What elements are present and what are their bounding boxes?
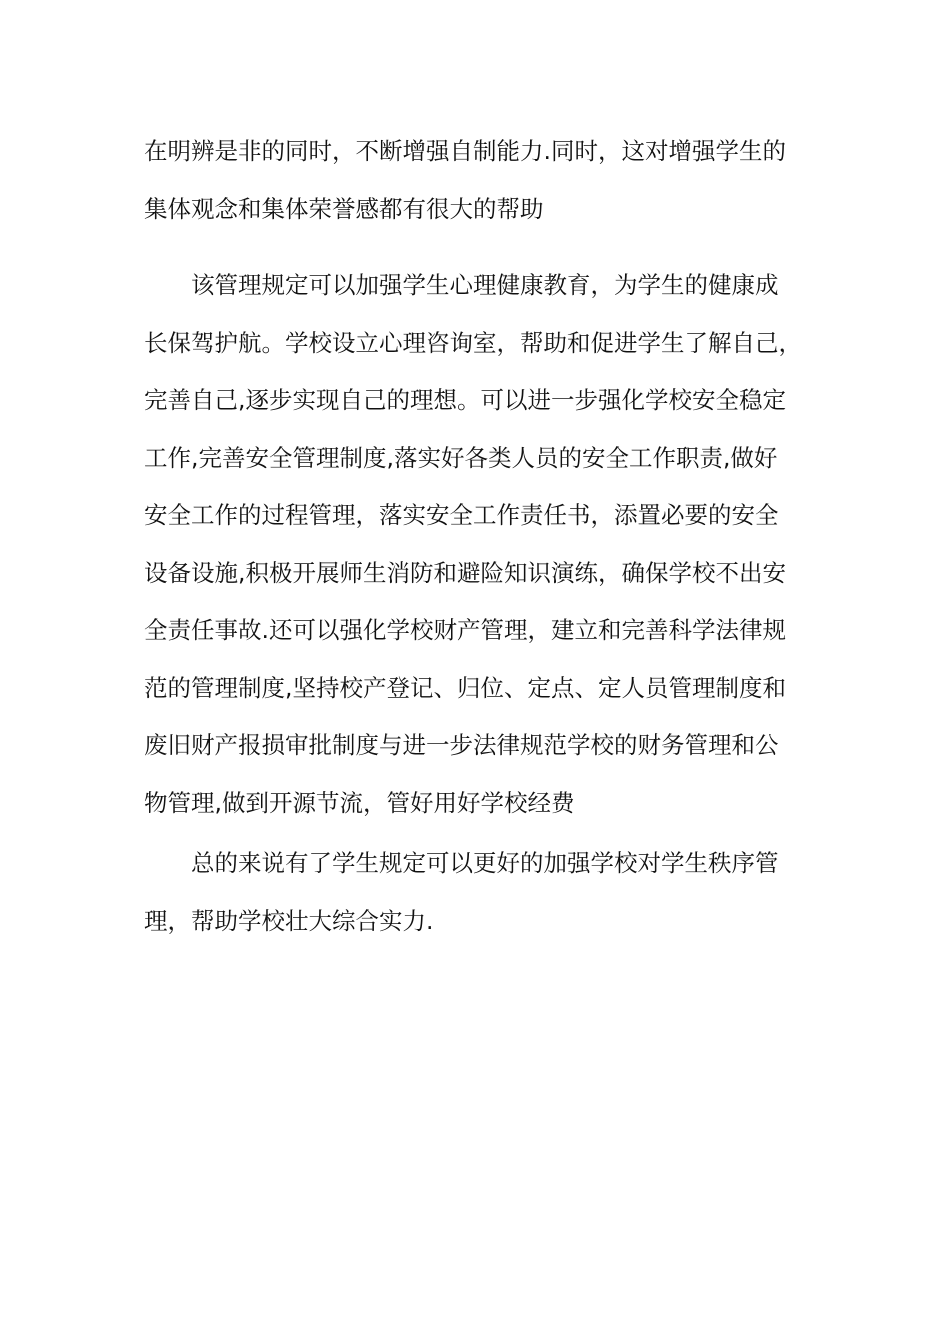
paragraph-2-line-2: 长保驾护航。学校设立心理咨询室，帮助和促进学生了解自己， [144, 328, 802, 357]
paragraph-2 [144, 257, 808, 832]
document-body [144, 123, 808, 935]
paragraph-1 [144, 123, 808, 238]
paragraph-2-line-3: 完善自己,逐步实现自己的理想。可以进一步强化学校安全稳定 [144, 386, 786, 414]
paragraph-2-line-9: 废旧财产报损审批制度与进一步法律规范学校的财务管理和公 [144, 731, 779, 759]
paragraph-3-line-2: 理，帮助学校壮大综合实力. [144, 906, 434, 935]
paragraph-1-line-1: 在明辨是非的同时，不断增强自制能力.同时，这对增强学生的 [144, 137, 786, 165]
paragraph-3-line-1: 总的来说有了学生规定可以更好的加强学校对学生秩序管 [191, 849, 779, 877]
paragraph-2-line-6: 设备设施,积极开展师生消防和避险知识演练，确保学校不出安 [144, 558, 786, 587]
paragraph-2-line-5: 安全工作的过程管理，落实安全工作责任书，添置必要的安全 [144, 501, 779, 529]
paragraph-2-line-8: 范的管理制度,坚持校产登记、归位、定点、定人员管理制度和 [144, 673, 786, 702]
paragraph-1-line-2: 集体观念和集体荣誉感都有很大的帮助 [144, 194, 544, 223]
paragraph-2-line-1: 该管理规定可以加强学生心理健康教育，为学生的健康成 [191, 271, 779, 299]
paragraph-2-line-4: 工作,完善安全管理制度,落实好各类人员的安全工作职责,做好 [144, 443, 778, 472]
paragraph-3 [144, 835, 808, 950]
paragraph-2-line-10: 物管理,做到开源节流，管好用好学校经费 [144, 788, 575, 817]
paragraph-2-line-7: 全责任事故.还可以强化学校财产管理，建立和完善科学法律规 [144, 616, 786, 644]
